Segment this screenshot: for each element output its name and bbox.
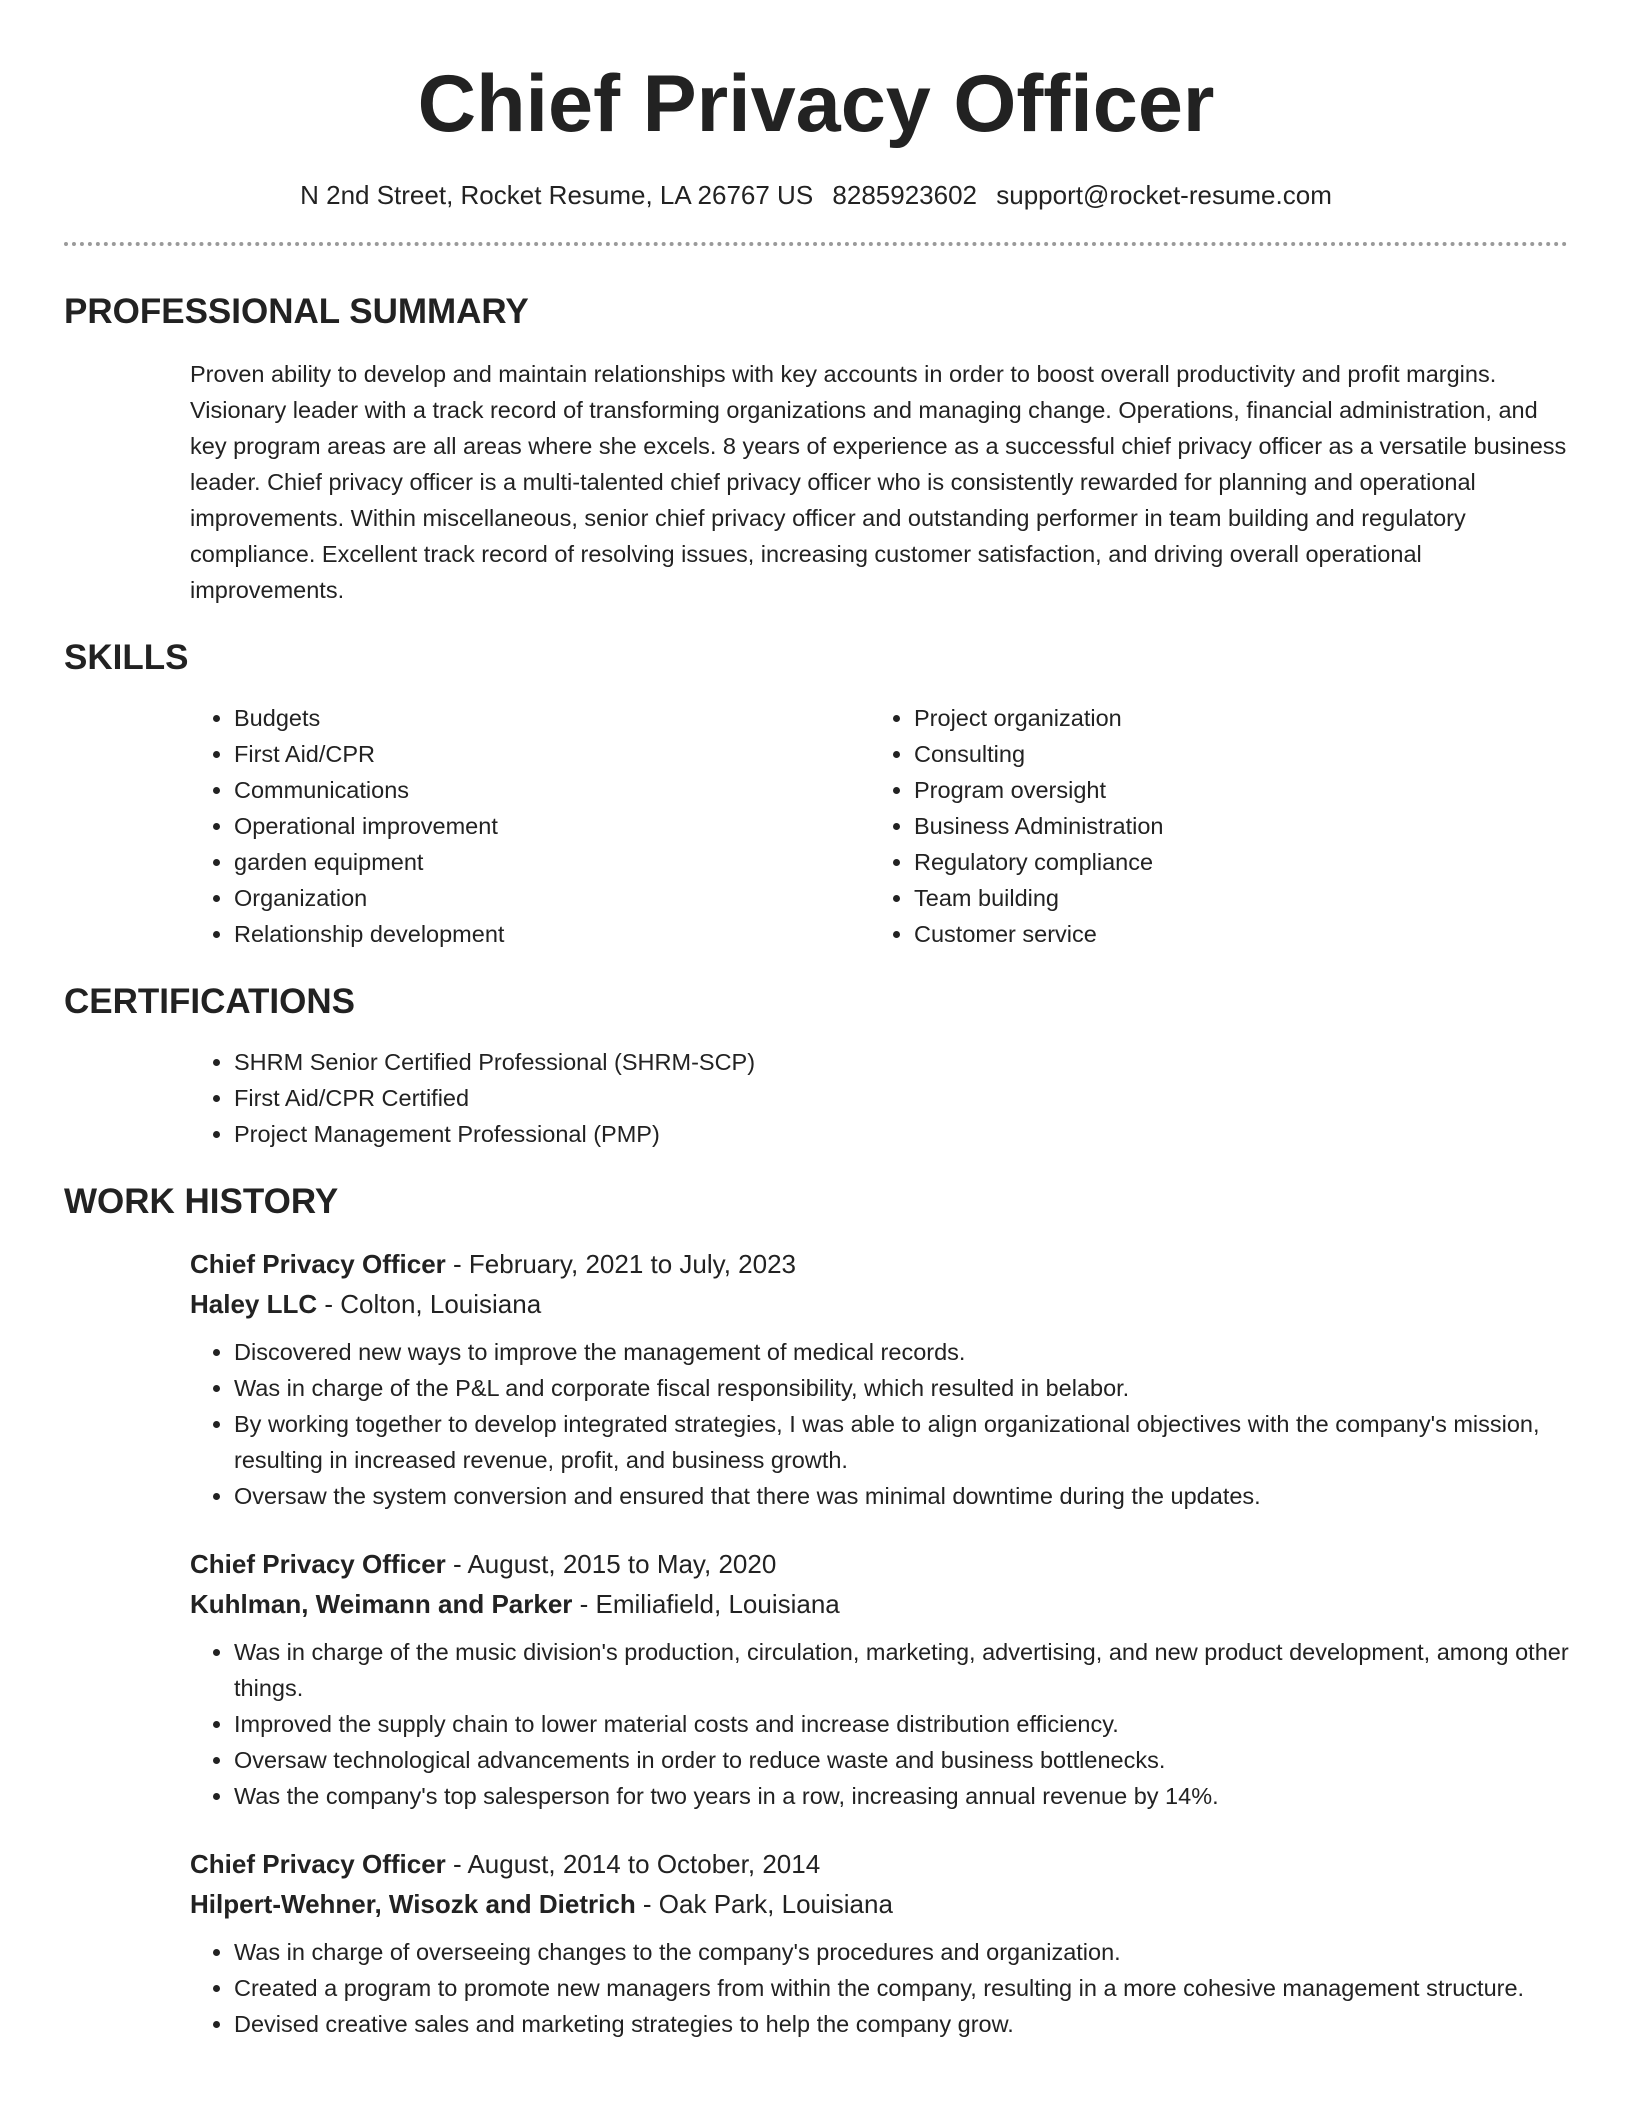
job-company-line bbox=[190, 1584, 1568, 1624]
skill-item: • Operational improvement bbox=[234, 808, 870, 844]
job-title-line bbox=[190, 1544, 1568, 1584]
job-bullet: • Oversaw technological advancements in order to reduce waste and business bottlenecks. bbox=[234, 1742, 1612, 1778]
job-bullet: • By working together to develop integrated strategies, I was able to align organizational objectives with the company's mission, resulting in increased revenue, profit, and business growth. bbox=[234, 1406, 1612, 1478]
skill-item: • Consulting bbox=[914, 736, 1550, 772]
job-company-line bbox=[190, 1284, 1568, 1324]
certification-item: • First Aid/CPR Certified bbox=[234, 1080, 1568, 1116]
skill-item: • Program oversight bbox=[914, 772, 1550, 808]
skill-item: • First Aid/CPR bbox=[234, 736, 870, 772]
skill-item: • Regulatory compliance bbox=[914, 844, 1550, 880]
job-bullets bbox=[190, 1634, 1612, 1814]
job-location: - Oak Park, Louisiana bbox=[635, 1889, 893, 1919]
job-title-line bbox=[190, 1244, 1568, 1284]
job-company: Hilpert-Wehner, Wisozk and Dietrich bbox=[190, 1889, 636, 1919]
work-history-heading: WORK HISTORY bbox=[64, 1182, 339, 1221]
skill-item: • Organization bbox=[234, 880, 870, 916]
job-bullet: • Created a program to promote new managers from within the company, resulting in a more cohesive management structure. bbox=[234, 1970, 1612, 2006]
job-company: Haley LLC bbox=[190, 1289, 318, 1319]
job-location: - Emiliafield, Louisiana bbox=[572, 1589, 840, 1619]
contact-address: N 2nd Street, Rocket Resume, LA 26767 US bbox=[300, 180, 814, 210]
job-bullet: • Devised creative sales and marketing strategies to help the company grow. bbox=[234, 2006, 1612, 2042]
job-bullet: • Discovered new ways to improve the management of medical records. bbox=[234, 1334, 1612, 1370]
summary-heading: PROFESSIONAL SUMMARY bbox=[64, 292, 529, 331]
job-bullet: • Improved the supply chain to lower material costs and increase distribution efficiency. bbox=[234, 1706, 1612, 1742]
job-role: Chief Privacy Officer bbox=[190, 1249, 446, 1279]
skills-heading: SKILLS bbox=[64, 638, 189, 677]
job-bullet: • Was in charge of the music division's production, circulation, marketing, advertising, and new product development, among other things. bbox=[234, 1634, 1612, 1706]
skill-item: • garden equipment bbox=[234, 844, 870, 880]
header-divider bbox=[64, 242, 1568, 246]
certifications-list bbox=[190, 1044, 1568, 1152]
skill-item: • Relationship development bbox=[234, 916, 870, 952]
job-entry bbox=[190, 1844, 1568, 2042]
job-bullet: • Oversaw the system conversion and ensured that there was minimal downtime during the updates. bbox=[234, 1478, 1612, 1514]
contact-phone: 8285923602 bbox=[832, 180, 978, 210]
skill-item: • Project organization bbox=[914, 700, 1550, 736]
resume-name: Chief Privacy Officer bbox=[417, 59, 1215, 149]
skills-column-right bbox=[870, 700, 1550, 952]
job-company: Kuhlman, Weimann and Parker bbox=[190, 1589, 573, 1619]
resume-page bbox=[64, 0, 1568, 2042]
job-entry bbox=[190, 1244, 1568, 1514]
skill-item: • Business Administration bbox=[914, 808, 1550, 844]
contact-line bbox=[64, 178, 1568, 212]
job-location: - Colton, Louisiana bbox=[317, 1289, 542, 1319]
job-bullet: • Was in charge of overseeing changes to the company's procedures and organization. bbox=[234, 1934, 1612, 1970]
contact-email: support@rocket-resume.com bbox=[996, 180, 1332, 210]
skill-item: • Team building bbox=[914, 880, 1550, 916]
job-role: Chief Privacy Officer bbox=[190, 1549, 446, 1579]
skill-item: • Customer service bbox=[914, 916, 1550, 952]
summary-text: Proven ability to develop and maintain relationships with key accounts in order to boost overall productivity and profit margins. Visionary leader with a track record of transforming organizations and managing change. Operations, financial administration, and key program areas are all areas where she excels. 8 years of experience as a successful chief privacy officer as a versatile business leader. Chief privacy officer is a multi-talented chief privacy officer who is consistently rewarded for planning and operational improvements. Within miscellaneous, senior chief privacy officer and outstanding performer in team building and regulatory compliance. Excellent track record of resolving issues, increasing customer satisfaction, and driving overall operational improvements. bbox=[190, 361, 1567, 603]
certification-item: • SHRM Senior Certified Professional (SHRM-SCP) bbox=[234, 1044, 1568, 1080]
skills-list bbox=[190, 700, 1568, 952]
skill-item: • Budgets bbox=[234, 700, 870, 736]
job-dates: - August, 2015 to May, 2020 bbox=[445, 1549, 777, 1579]
job-bullet: • Was in charge of the P&L and corporate fiscal responsibility, which resulted in belabor. bbox=[234, 1370, 1612, 1406]
skills-column-left bbox=[190, 700, 870, 952]
certifications-heading: CERTIFICATIONS bbox=[64, 982, 356, 1021]
job-entry bbox=[190, 1544, 1568, 1814]
job-bullet: • Was the company's top salesperson for two years in a row, increasing annual revenue by 14%. bbox=[234, 1778, 1612, 1814]
certification-item: • Project Management Professional (PMP) bbox=[234, 1116, 1568, 1152]
job-company-line bbox=[190, 1884, 1568, 1924]
job-bullets bbox=[190, 1934, 1612, 2042]
job-dates: - February, 2021 to July, 2023 bbox=[445, 1249, 797, 1279]
job-bullets bbox=[190, 1334, 1612, 1514]
job-title-line bbox=[190, 1844, 1568, 1884]
skill-item: • Communications bbox=[234, 772, 870, 808]
job-dates: - August, 2014 to October, 2014 bbox=[445, 1849, 821, 1879]
job-role: Chief Privacy Officer bbox=[190, 1849, 446, 1879]
